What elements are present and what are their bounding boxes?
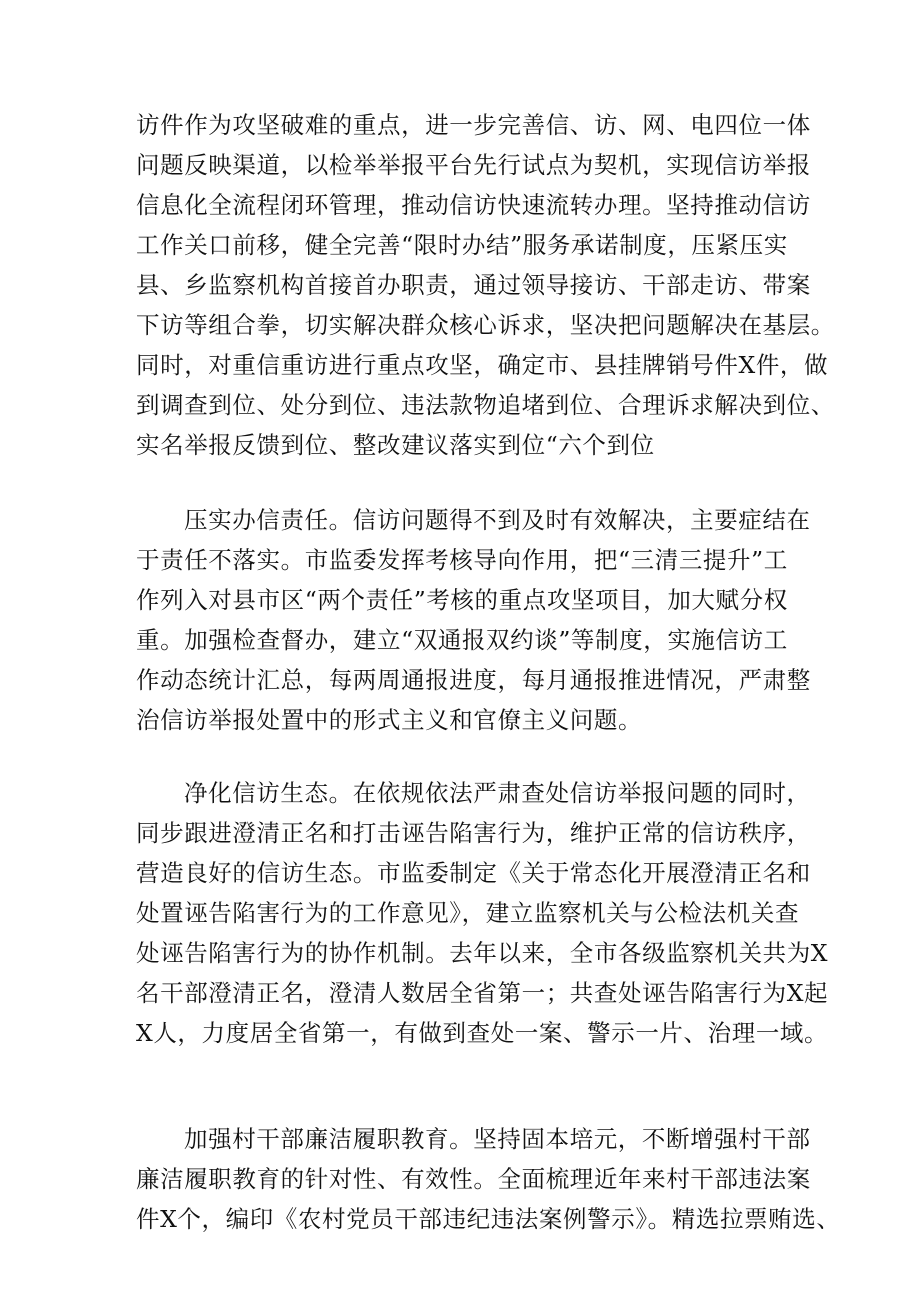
text-line: 加强村干部廉洁履职教育。坚持固本培元，不断增强村干部	[184, 1125, 811, 1153]
text-line: 处诬告陷害行为的协作机制。去年以来，全市各级监察机关共为X	[136, 939, 829, 967]
paragraph-ecology	[0, 773, 920, 1093]
text-line: 件X个，编印《农村党员干部违纪违法案例警示》。精选拉票贿选、	[136, 1205, 841, 1233]
text-line: 同时，对重信重访进行重点攻坚，确定市、县挂牌销号件X件，做	[136, 351, 829, 379]
text-line: 县、乡监察机构首接首办职责，通过领导接访、干部走访、带案	[136, 271, 811, 299]
text-line: 压实办信责任。信访问题得不到及时有效解决，主要症结在	[184, 506, 811, 534]
text-line: 净化信访生态。在依规依法严肃查处信访举报问题的同时，	[184, 779, 811, 807]
text-line: 名干部澄清正名，澄清人数居全省第一；共查处诬告陷害行为X起	[136, 979, 829, 1007]
text-line: 到调查到位、处分到位、违法款物追堵到位、合理诉求解决到位、	[136, 391, 835, 419]
text-line: 治信访举报处置中的形式主义和官僚主义问题。	[136, 706, 643, 734]
text-line: 作列入对县市区“两个责任”考核的重点攻坚项目，加大赋分权	[136, 586, 788, 614]
text-line: 重。加强检查督办，建立“双通报双约谈”等制度，实施信访工	[136, 626, 788, 654]
paragraph-village-cadres	[0, 1119, 920, 1239]
text-line: 访件作为攻坚破难的重点，进一步完善信、访、网、电四位一体	[136, 111, 811, 139]
text-line: 问题反映渠道，以检举举报平台先行试点为契机，实现信访举报	[136, 151, 811, 179]
text-line: 信息化全流程闭环管理，推动信访快速流转办理。坚持推动信访	[136, 191, 811, 219]
paragraph-responsibility	[0, 500, 920, 740]
text-line: 营造良好的信访生态。市监委制定《关于常态化开展澄清正名和	[136, 859, 811, 887]
paragraph-petition-handling	[0, 105, 920, 465]
text-line: 同步跟进澄清正名和打击诬告陷害行为，维护正常的信访秩序，	[136, 819, 811, 847]
text-line: 下访等组合拳，切实解决群众核心诉求，坚决把问题解决在基层。	[136, 311, 835, 339]
text-line: X人，力度居全省第一，有做到查处一案、警示一片、治理一域。	[136, 1019, 829, 1047]
text-line: 作动态统计汇总，每两周通报进度，每月通报推进情况，严肃整	[136, 666, 811, 694]
text-line: 工作关口前移，健全完善“限时办结”服务承诺制度，压紧压实	[136, 231, 788, 259]
text-line: 廉洁履职教育的针对性、有效性。全面梳理近年来村干部违法案	[136, 1165, 811, 1193]
text-line: 于责任不落实。市监委发挥考核导向作用，把“三清三提升”工	[136, 546, 788, 574]
text-line: 处置诬告陷害行为的工作意见》，建立监察机关与公检法机关查	[136, 899, 800, 927]
text-line: 实名举报反馈到位、整改建议落实到位“六个到位	[136, 431, 655, 459]
